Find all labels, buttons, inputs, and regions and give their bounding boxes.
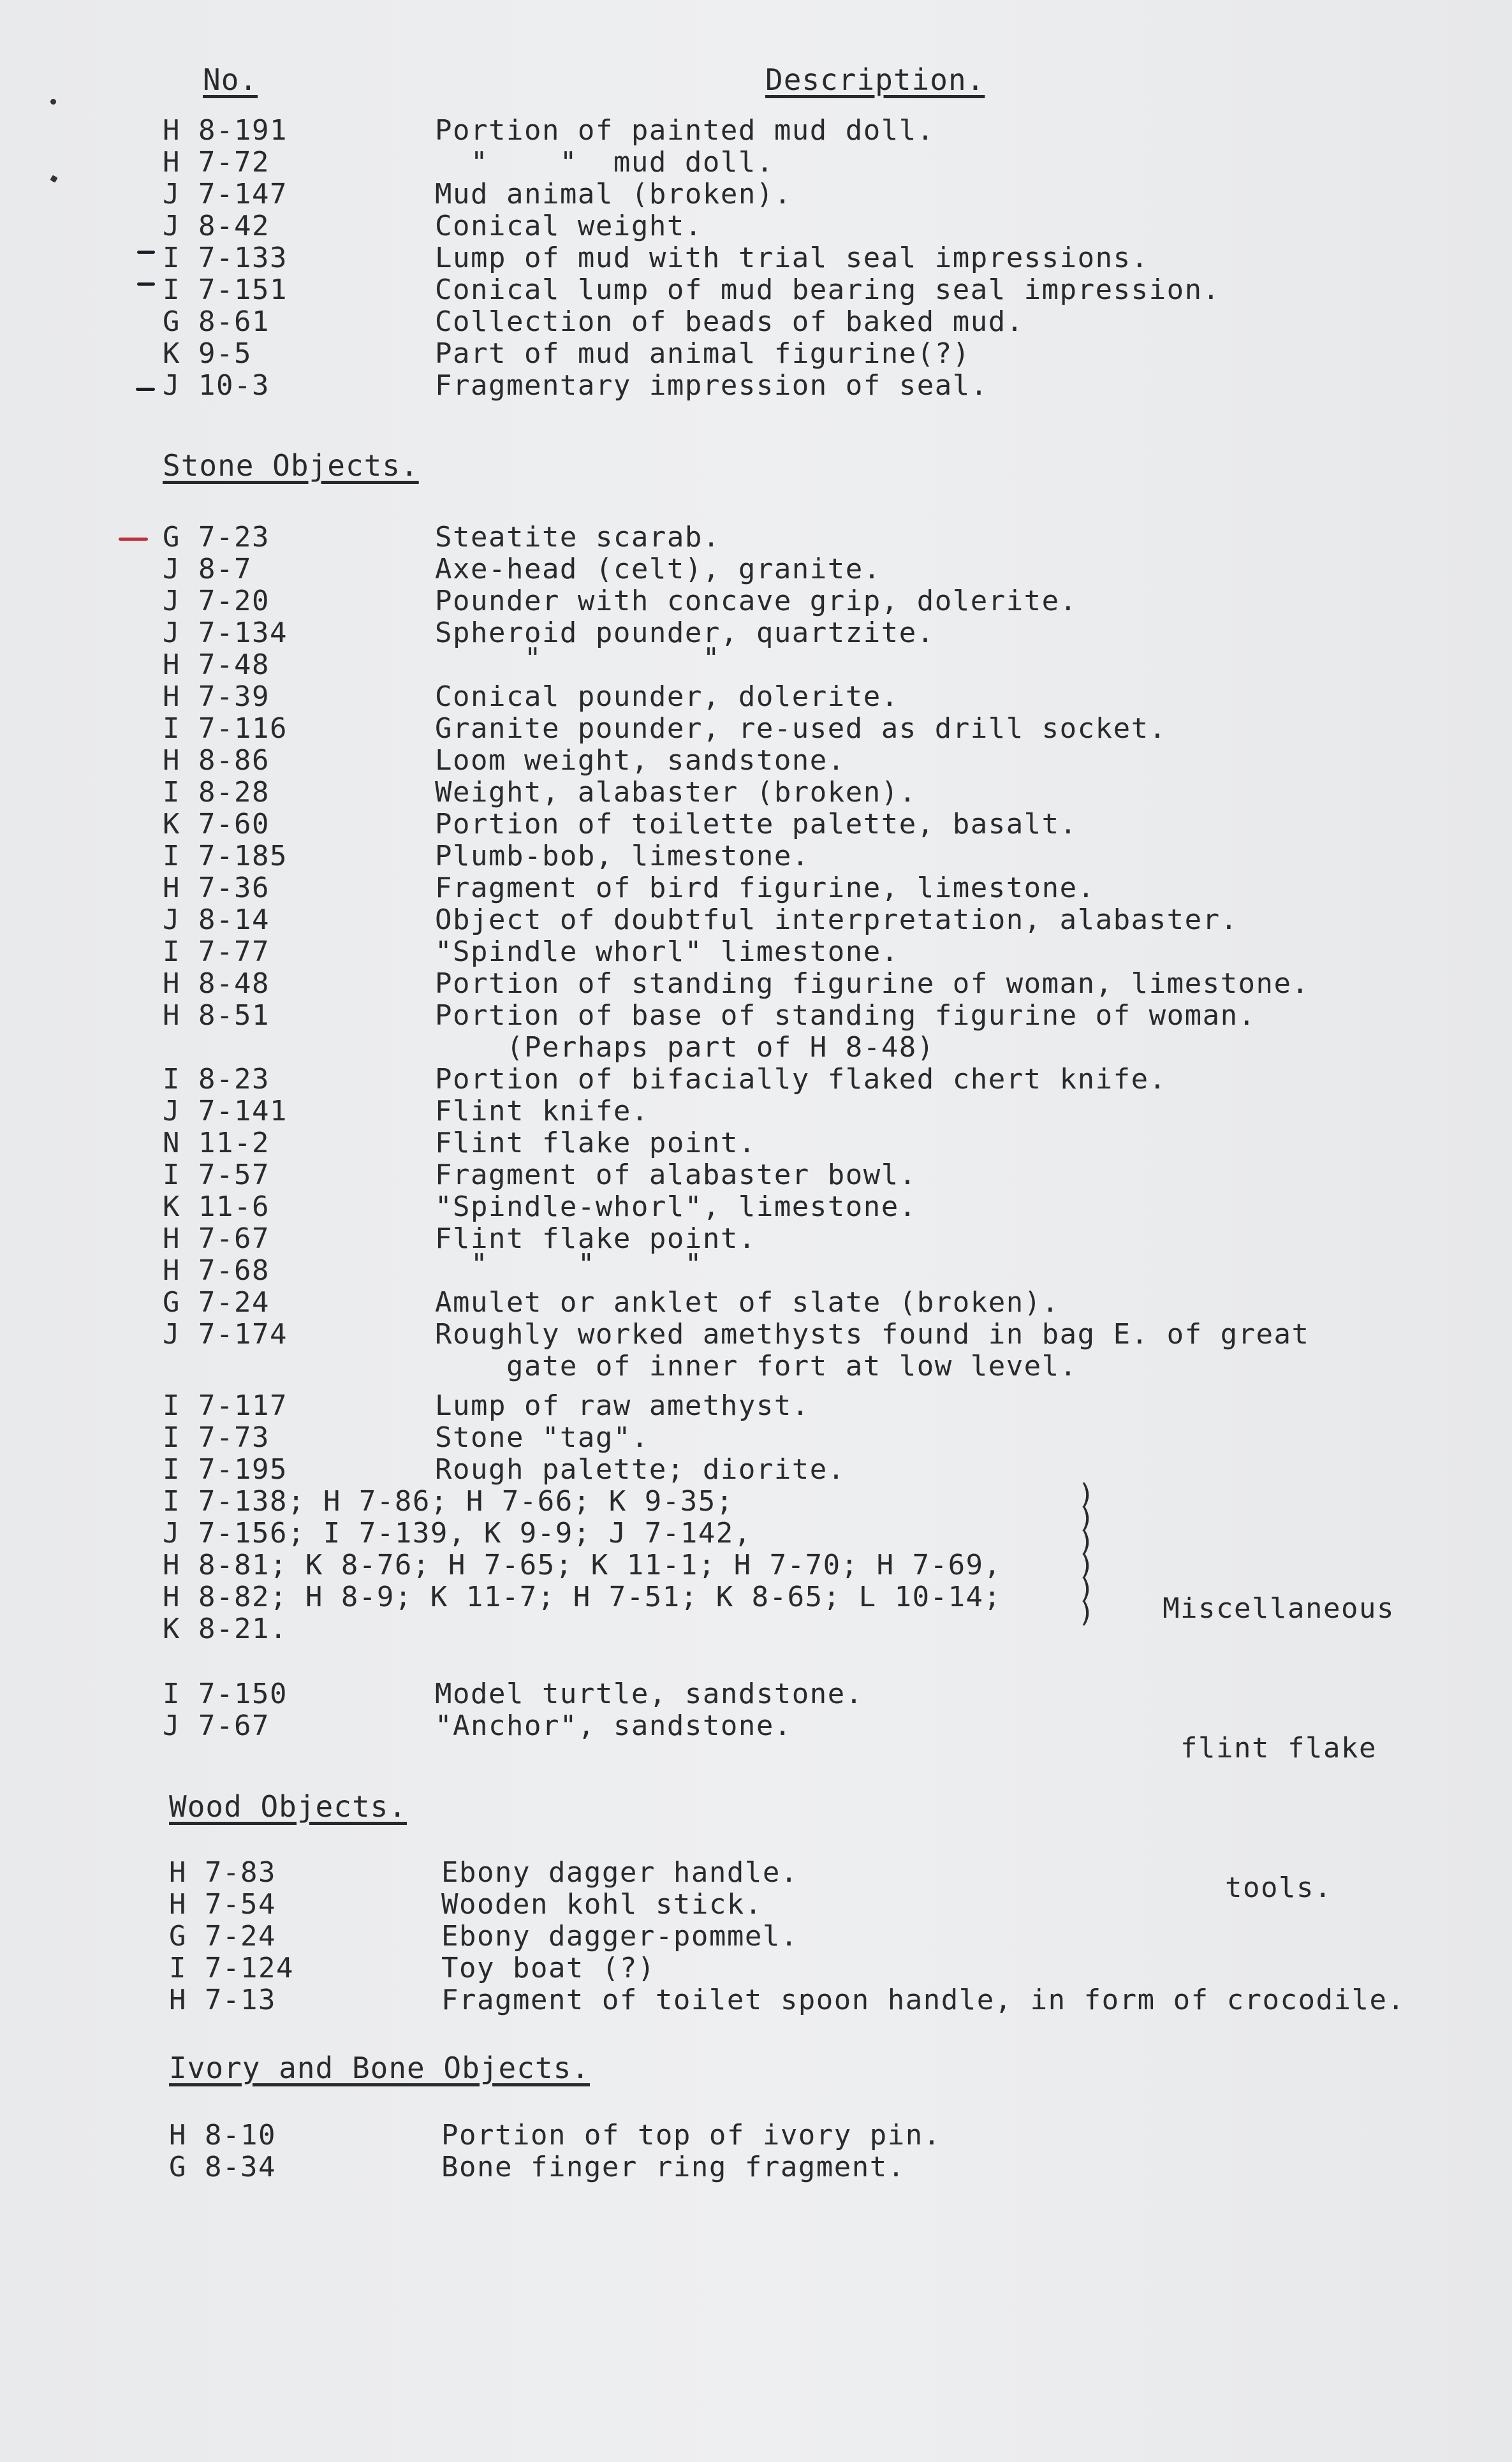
item-no: J 8-7 — [163, 553, 252, 585]
item-no: G 8-34 — [169, 2151, 276, 2183]
item-description: Flint knife. — [435, 1095, 649, 1127]
item-no: J 10-3 — [163, 369, 270, 402]
flint-tools-label — [1129, 1492, 1428, 2004]
item-no: H 7-83 — [169, 1856, 276, 1889]
margin-tick-mark — [50, 175, 57, 182]
item-no: I 7-124 — [169, 1952, 294, 1984]
section-heading-ivory-bone-objects: Ivory and Bone Objects. — [169, 2051, 590, 2085]
item-description: Portion of base of standing figurine of woman. — [435, 999, 1256, 1032]
item-description: Plumb-bob, limestone. — [435, 840, 810, 872]
item-description: Ebony dagger handle. — [441, 1856, 798, 1889]
margin-dot — [50, 99, 56, 105]
section-heading-stone-objects: Stone Objects. — [163, 448, 419, 483]
item-description: Bone finger ring fragment. — [441, 2151, 906, 2183]
item-no: J 7-174 — [163, 1318, 288, 1351]
item-description: Part of mud animal figurine(?) — [435, 337, 971, 370]
item-description: Spheroid pounder, quartzite. — [435, 617, 935, 649]
item-description: " " mud doll. — [435, 146, 774, 179]
flint-label-line: Miscellaneous — [1163, 1592, 1395, 1625]
item-no: J 7-67 — [163, 1710, 270, 1742]
section-heading-wood-objects: Wood Objects. — [169, 1789, 407, 1824]
item-no: H 7-36 — [163, 872, 270, 904]
item-description: (Perhaps part of H 8-48) — [435, 1031, 935, 1064]
item-no: H 7-48 — [163, 648, 270, 681]
item-no: H 8-51 — [163, 999, 270, 1032]
item-no: I 7-195 — [163, 1453, 288, 1486]
item-description: Portion of top of ivory pin. — [441, 2119, 941, 2151]
checkmark-j-10-3 — [136, 388, 155, 391]
item-no: I 7-57 — [163, 1159, 270, 1191]
item-no: H 7-54 — [169, 1888, 276, 1921]
item-no: I 7-133 — [163, 242, 288, 274]
item-no: I 7-77 — [163, 935, 270, 968]
item-description: Model turtle, sandstone. — [435, 1678, 863, 1710]
item-no: K 9-5 — [163, 337, 252, 370]
item-no: J 7-141 — [163, 1095, 288, 1127]
flint-label-line: tools. — [1225, 1872, 1332, 1904]
column-header-description: Description. — [765, 62, 985, 97]
item-description: Conical pounder, dolerite. — [435, 680, 899, 713]
item-description: Flint flake point. — [435, 1127, 756, 1159]
item-no: H 7-72 — [163, 146, 270, 179]
item-description: " " " — [435, 1248, 703, 1280]
item-description: gate of inner fort at low level. — [435, 1350, 1078, 1382]
item-description: Fragment of alabaster bowl. — [435, 1159, 917, 1191]
item-no: I 7-151 — [163, 274, 288, 306]
item-no: I 7-117 — [163, 1389, 288, 1422]
item-description: Fragment of bird figurine, limestone. — [435, 872, 1096, 904]
item-no: J 8-42 — [163, 210, 270, 242]
item-no: H 7-68 — [163, 1254, 270, 1287]
item-description: Ebony dagger-pommel. — [441, 1920, 798, 1953]
item-no: G 7-23 — [163, 521, 270, 553]
item-no: H 7-39 — [163, 680, 270, 713]
item-description: Portion of painted mud doll. — [435, 114, 935, 147]
item-no: J 7-20 — [163, 585, 270, 617]
item-no: H 8-48 — [163, 967, 270, 1000]
item-no: G 7-24 — [169, 1920, 276, 1953]
item-description: Fragmentary impression of seal. — [435, 369, 988, 402]
flint-catalogue-line: K 8-21. — [163, 1613, 288, 1645]
item-description: Object of doubtful interpretation, alabaster. — [435, 904, 1238, 936]
item-description: " " — [435, 642, 721, 675]
item-description: Amulet or anklet of slate (broken). — [435, 1286, 1060, 1319]
item-description: Portion of toilette palette, basalt. — [435, 808, 1078, 840]
item-description: Rough palette; diorite. — [435, 1453, 846, 1486]
item-description: Stone "tag". — [435, 1421, 649, 1454]
item-description: Steatite scarab. — [435, 521, 721, 553]
item-description: Wooden kohl stick. — [441, 1888, 763, 1921]
item-description: Fragment of toilet spoon handle, in form of crocodile. — [441, 1984, 1406, 2016]
item-no: H 7-13 — [169, 1984, 276, 2016]
item-no: H 8-10 — [169, 2119, 276, 2151]
item-description: Toy boat (?) — [441, 1952, 656, 1984]
item-no: J 7-147 — [163, 178, 288, 210]
item-description: Pounder with concave grip, dolerite. — [435, 585, 1078, 617]
item-description: Granite pounder, re-used as drill socket. — [435, 712, 1167, 745]
item-no: K 11-6 — [163, 1191, 270, 1223]
item-description: Mud animal (broken). — [435, 178, 792, 210]
checkmark-i-7-151 — [137, 282, 155, 286]
item-no: G 8-61 — [163, 305, 270, 338]
grouping-brace: ) ) ) ) ) ) — [1078, 1478, 1095, 1629]
flint-label-line: flint flake — [1180, 1732, 1377, 1764]
flint-catalogue-line: I 7-138; H 7-86; H 7-66; K 9-35; — [163, 1485, 734, 1518]
flint-catalogue-line: H 8-81; K 8-76; H 7-65; K 11-1; H 7-70; H 7-69, — [163, 1549, 1002, 1581]
flint-catalogue-line: H 8-82; H 8-9; K 11-7; H 7-51; K 8-65; L 10-14; — [163, 1581, 1002, 1613]
item-description: Conical lump of mud bearing seal impression. — [435, 274, 1221, 306]
item-no: J 8-14 — [163, 904, 270, 936]
item-no: H 7-67 — [163, 1222, 270, 1255]
item-description: Lump of mud with trial seal impressions. — [435, 242, 1149, 274]
item-description: Portion of bifacially flaked chert knife. — [435, 1063, 1167, 1095]
item-no: G 7-24 — [163, 1286, 270, 1319]
item-description: Portion of standing figurine of woman, limestone. — [435, 967, 1310, 1000]
item-no: H 8-86 — [163, 744, 270, 777]
item-description: "Anchor", sandstone. — [435, 1710, 792, 1742]
checkmark-i-7-133 — [137, 251, 155, 254]
item-description: "Spindle-whorl", limestone. — [435, 1191, 917, 1223]
item-description: Axe-head (celt), granite. — [435, 553, 881, 585]
item-description: Lump of raw amethyst. — [435, 1389, 810, 1422]
item-description: Weight, alabaster (broken). — [435, 776, 917, 809]
item-no: H 8-191 — [163, 114, 288, 147]
item-no: I 7-73 — [163, 1421, 270, 1454]
item-no: I 7-116 — [163, 712, 288, 745]
item-description: Conical weight. — [435, 210, 703, 242]
item-no: I 8-28 — [163, 776, 270, 809]
item-description: Flint flake point. — [435, 1222, 756, 1255]
column-header-no: No. — [203, 62, 258, 97]
item-no: I 8-23 — [163, 1063, 270, 1095]
item-description: Collection of beads of baked mud. — [435, 305, 1024, 338]
item-no: K 7-60 — [163, 808, 270, 840]
item-no: N 11-2 — [163, 1127, 270, 1159]
item-description: "Spindle whorl" limestone. — [435, 935, 899, 968]
item-no: I 7-150 — [163, 1678, 288, 1710]
item-no: J 7-134 — [163, 617, 288, 649]
item-description: Loom weight, sandstone. — [435, 744, 846, 777]
flint-catalogue-line: J 7-156; I 7-139, K 9-9; J 7-142, — [163, 1517, 752, 1550]
red-checkmark-g-7-23 — [119, 538, 148, 541]
item-no: I 7-185 — [163, 840, 288, 872]
item-description: Roughly worked amethysts found in bag E. of great — [435, 1318, 1310, 1351]
